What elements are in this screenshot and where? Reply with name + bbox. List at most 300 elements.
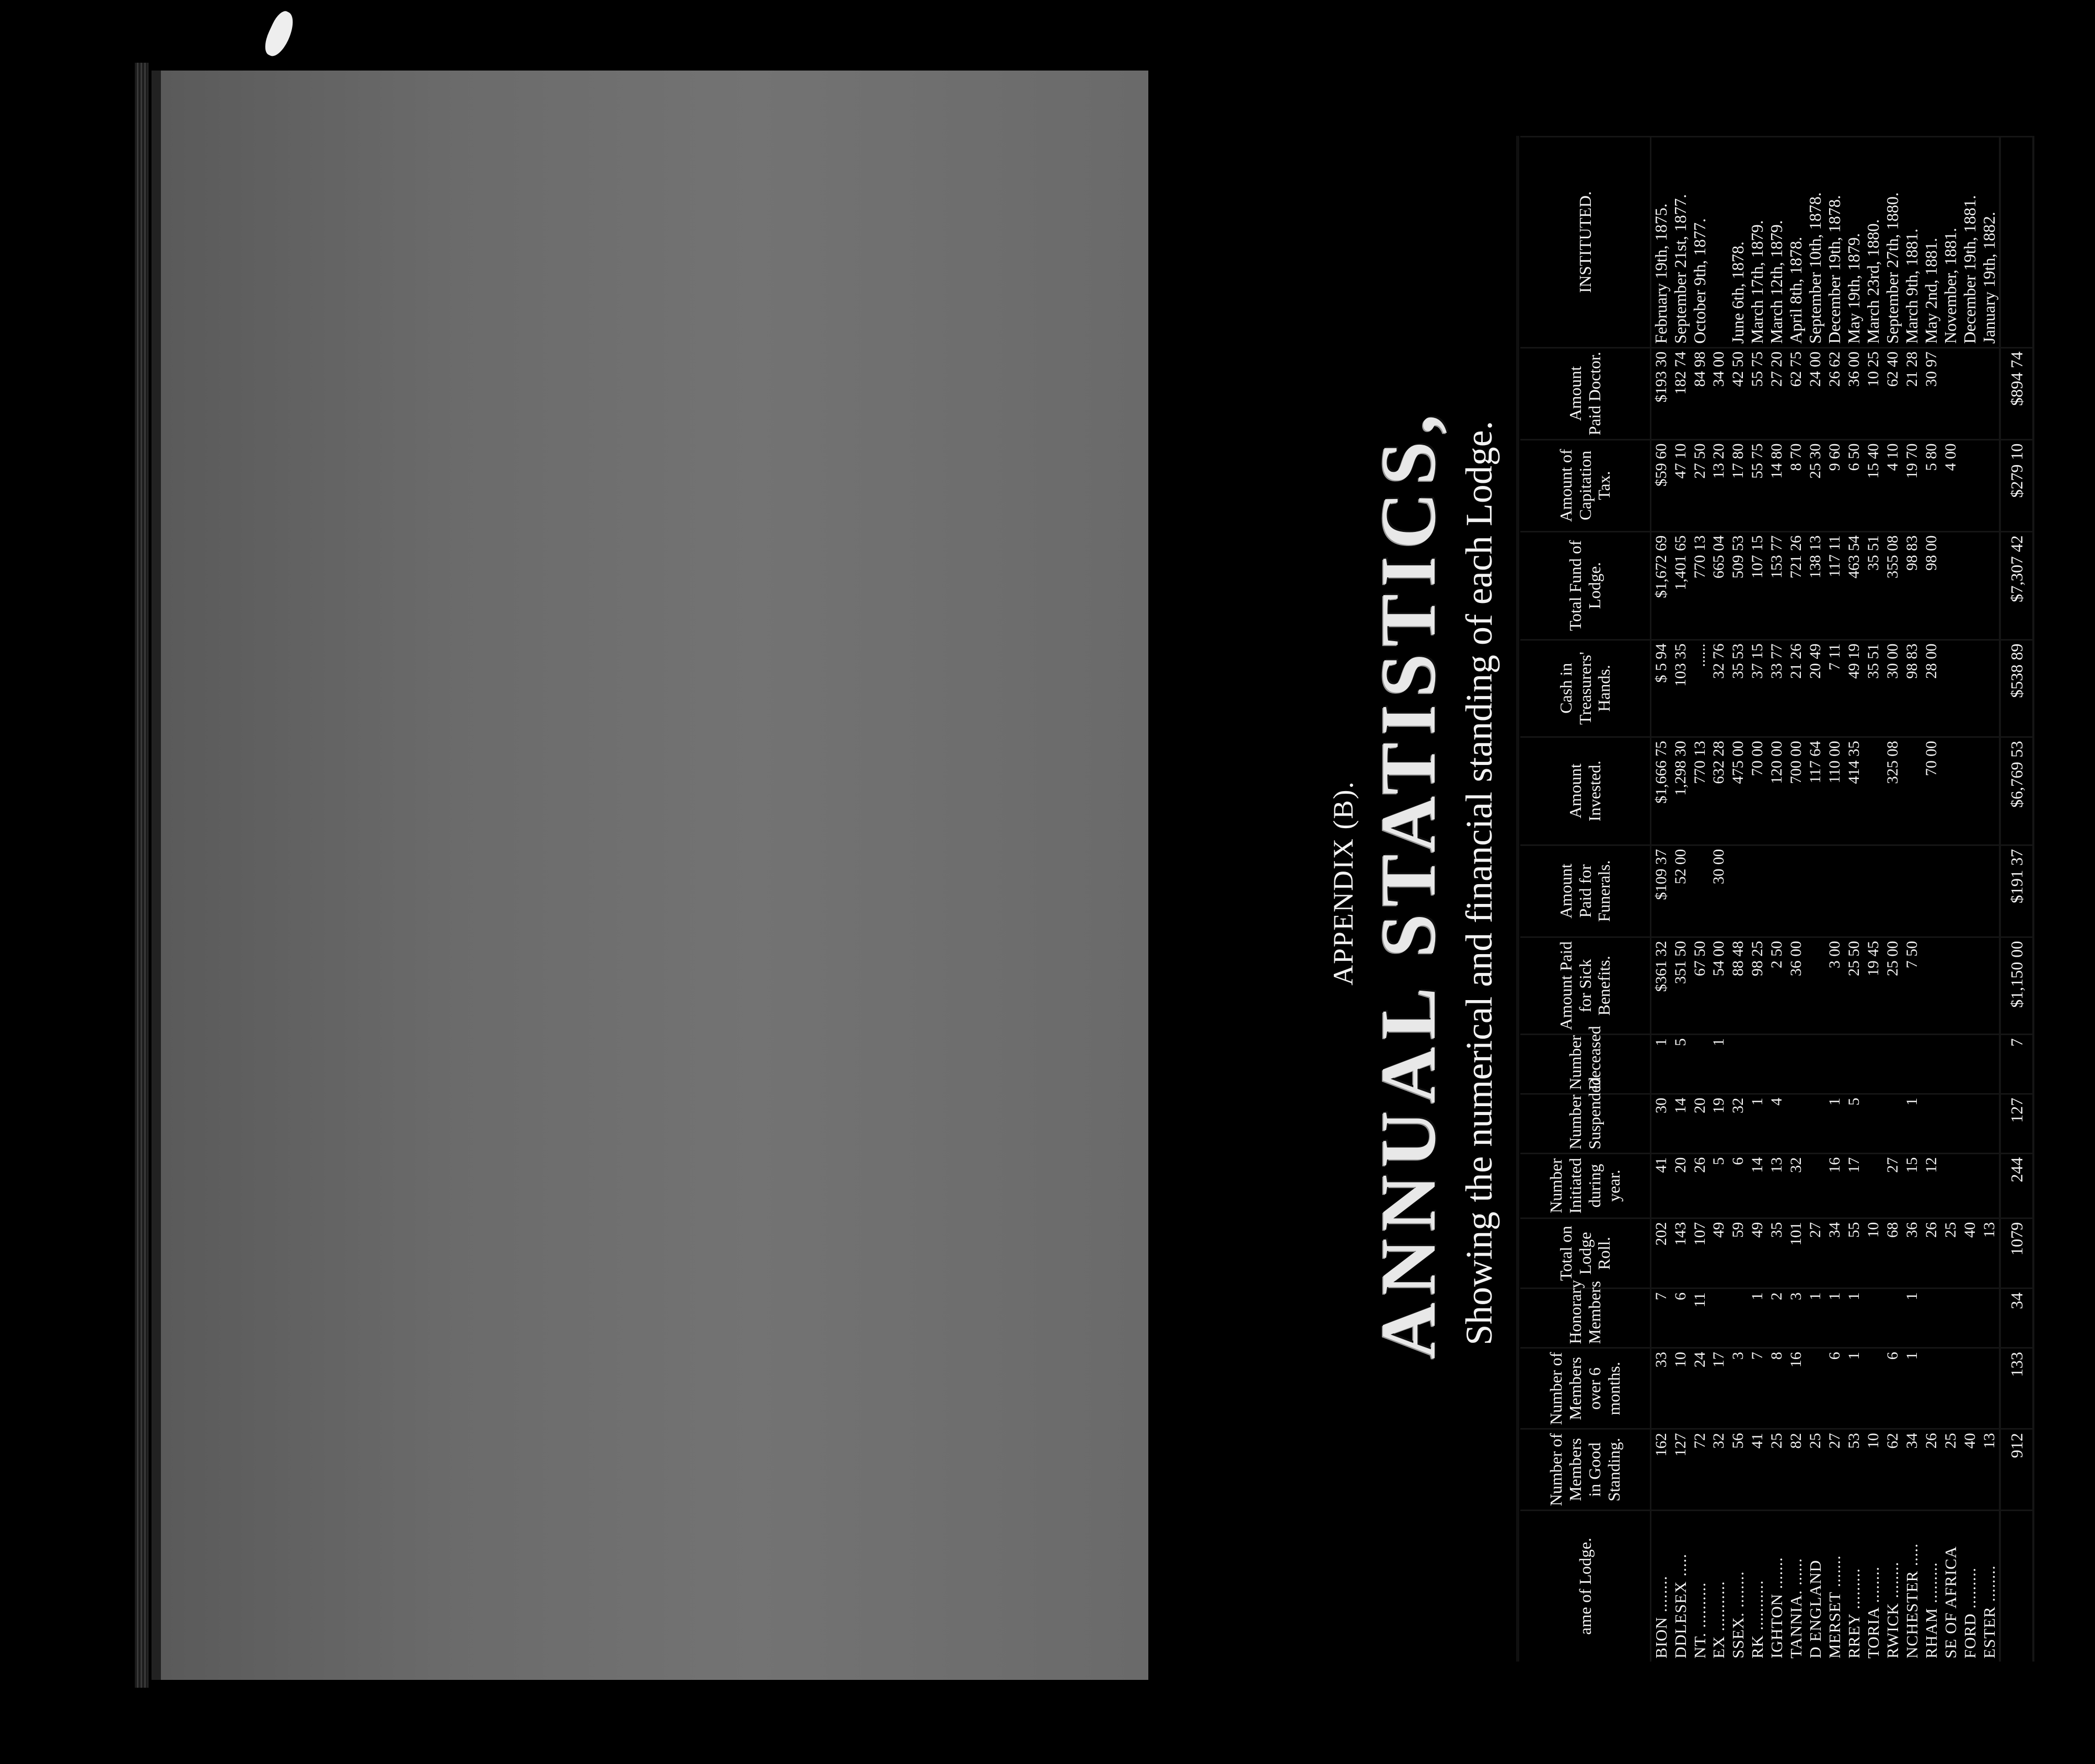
total-cell: $1,150 00 [2000, 937, 2033, 1034]
table-cell: 98 83 [1902, 531, 1922, 640]
table-cell [1806, 937, 1825, 1034]
column-header: Amount Paid for Sick Benefits. [1520, 937, 1651, 1034]
table-cell: 700 00 [1786, 737, 1806, 845]
table-cell: 138 13 [1806, 531, 1825, 640]
table-cell: 36 [1902, 1218, 1922, 1289]
lodge-name-cell: TANNIA. ...... [1786, 1510, 1806, 1662]
table-cell: 475 00 [1728, 737, 1748, 845]
table-cell: 47 10 [1671, 439, 1690, 531]
table-cell [1786, 1094, 1806, 1153]
table-row [1728, 137, 1748, 1662]
table-cell: 49 [1748, 1218, 1767, 1289]
table-row [1767, 137, 1786, 1662]
table-row [1806, 137, 1825, 1662]
table-cell: 30 00 [1883, 640, 1902, 737]
table-cell: 16 [1786, 1348, 1806, 1429]
table-row [1671, 137, 1690, 1662]
table-cell: 14 [1671, 1094, 1690, 1153]
lodge-name-cell: MERSET ....... [1825, 1510, 1844, 1662]
table-cell: 20 49 [1806, 640, 1825, 737]
table-row [1651, 137, 1671, 1662]
table-cell [1980, 1348, 2000, 1429]
table-cell [1941, 1348, 1960, 1429]
table-cell: 1 [1844, 1348, 1864, 1429]
table-row [1690, 137, 1709, 1662]
table-cell [1960, 845, 1980, 937]
table-cell: 68 [1883, 1218, 1902, 1289]
totals-row [2000, 137, 2033, 1662]
table-cell: 25 [1941, 1429, 1960, 1510]
table-cell: 53 [1844, 1429, 1864, 1510]
table-cell: 1,401 65 [1671, 531, 1690, 640]
table-cell: 62 75 [1786, 347, 1806, 439]
column-header: Amount Paid for Funerals. [1520, 845, 1651, 937]
table-cell: 355 08 [1883, 531, 1902, 640]
column-header: Cash in Treasurers' Hands. [1520, 640, 1651, 737]
instituted-cell: March 17th, 1879. [1748, 137, 1767, 348]
table-cell: 5 80 [1922, 439, 1941, 531]
table-cell [1806, 1094, 1825, 1153]
table-cell [1980, 640, 2000, 737]
table-cell [1844, 1035, 1864, 1094]
total-cell: $894 74 [2000, 347, 2033, 439]
table-cell: 10 [1864, 1218, 1883, 1289]
table-row [1941, 137, 1960, 1662]
table-cell: 1 [1825, 1094, 1844, 1153]
table-cell [1728, 1289, 1748, 1348]
table-cell: 1 [1748, 1094, 1767, 1153]
instituted-cell: March 12th, 1879. [1767, 137, 1786, 348]
table-row [1844, 137, 1864, 1662]
table-cell: 32 76 [1709, 640, 1728, 737]
table-cell: 107 15 [1748, 531, 1767, 640]
table-cell: 36 00 [1844, 347, 1864, 439]
table-cell: 127 [1671, 1429, 1690, 1510]
total-cell [2000, 1510, 2033, 1662]
column-header: Number of Members in Good Standing. [1520, 1429, 1651, 1510]
table-cell: 110 00 [1825, 737, 1844, 845]
table-cell: 3 00 [1825, 937, 1844, 1034]
table-cell: 24 [1690, 1348, 1709, 1429]
table-cell: 6 50 [1844, 439, 1864, 531]
table-cell: 15 [1902, 1153, 1922, 1218]
instituted-cell: December 19th, 1878. [1825, 137, 1844, 348]
column-header: INSTITUTED. [1520, 137, 1651, 348]
table-cell: 25 [1941, 1218, 1960, 1289]
table-cell [1960, 439, 1980, 531]
table-cell: 463 54 [1844, 531, 1864, 640]
table-cell [1922, 937, 1941, 1034]
table-cell: 12 [1922, 1153, 1941, 1218]
table-cell [1864, 737, 1883, 845]
table-cell: 25 00 [1883, 937, 1902, 1034]
table-cell: $193 30 [1651, 347, 1671, 439]
table-cell: 721 26 [1786, 531, 1806, 640]
column-header: Amount of Capitation Tax. [1520, 439, 1651, 531]
table-cell: 1 [1806, 1289, 1825, 1348]
table-cell [1980, 737, 2000, 845]
table-cell: 7 11 [1825, 640, 1844, 737]
table-cell: 82 [1786, 1429, 1806, 1510]
instituted-cell: February 19th, 1875. [1651, 137, 1671, 348]
table-cell: 55 75 [1748, 439, 1767, 531]
table-cell: 10 [1864, 1429, 1883, 1510]
table-cell: 5 [1671, 1035, 1690, 1094]
table-cell: 117 64 [1806, 737, 1825, 845]
table-cell: 10 [1671, 1348, 1690, 1429]
table-cell [1825, 845, 1844, 937]
table-cell [1922, 1289, 1941, 1348]
table-cell: 26 [1922, 1218, 1941, 1289]
table-cell [1980, 1094, 2000, 1153]
table-cell: 414 35 [1844, 737, 1864, 845]
rotated-content [1123, 84, 2095, 1682]
table-cell: 13 [1980, 1218, 2000, 1289]
instituted-cell: December 19th, 1881. [1960, 137, 1980, 348]
instituted-cell: September 21st, 1877. [1671, 137, 1690, 348]
table-row [1980, 137, 2000, 1662]
lodge-name-cell: NCHESTER ..... [1902, 1510, 1922, 1662]
total-cell: 912 [2000, 1429, 2033, 1510]
total-cell: 7 [2000, 1035, 2033, 1094]
table-cell: 21 26 [1786, 640, 1806, 737]
instituted-cell: September 27th, 1880. [1883, 137, 1902, 348]
column-header: Honorary Members [1520, 1289, 1651, 1348]
table-cell: 17 [1844, 1153, 1864, 1218]
table-cell: 25 [1767, 1429, 1786, 1510]
table-cell: 25 50 [1844, 937, 1864, 1034]
table-cell [1786, 1035, 1806, 1094]
table-cell [1980, 1153, 2000, 1218]
table-cell: 98 00 [1922, 531, 1941, 640]
table-cell [1941, 737, 1960, 845]
lodge-name-cell: RREY ......... [1844, 1510, 1864, 1662]
total-cell [2000, 137, 2033, 348]
table-cell: 27 [1883, 1153, 1902, 1218]
table-cell [1883, 1035, 1902, 1094]
table-cell [1960, 737, 1980, 845]
instituted-cell: January 19th, 1882. [1980, 137, 2000, 348]
table-cell [1709, 1289, 1728, 1348]
table-cell: 770 13 [1690, 531, 1709, 640]
table-cell [1690, 845, 1709, 937]
table-cell [1806, 1348, 1825, 1429]
table-cell: 13 [1980, 1429, 2000, 1510]
table-cell [1864, 1153, 1883, 1218]
document-page [152, 71, 1148, 1680]
table-cell [1960, 1348, 1980, 1429]
lodge-name-cell: SE OF AFRICA [1941, 1510, 1960, 1662]
table-cell: 52 00 [1671, 845, 1690, 937]
table-cell: 1 [1844, 1289, 1864, 1348]
instituted-cell [1709, 137, 1728, 348]
table-cell [1922, 1035, 1941, 1094]
table-cell: 351 50 [1671, 937, 1690, 1034]
table-cell: 35 [1767, 1218, 1786, 1289]
table-cell [1883, 845, 1902, 937]
top-rule [1516, 136, 1519, 1662]
table-cell [1941, 1153, 1960, 1218]
instituted-cell: September 10th, 1878. [1806, 137, 1825, 348]
table-cell: 6 [1728, 1153, 1748, 1218]
table-cell [1941, 1289, 1960, 1348]
table-cell: 509 53 [1728, 531, 1748, 640]
table-cell: 88 48 [1728, 937, 1748, 1034]
table-cell: 6 [1883, 1348, 1902, 1429]
table-cell: 28 00 [1922, 640, 1941, 737]
table-cell [1864, 1348, 1883, 1429]
table-cell: $1,672 69 [1651, 531, 1671, 640]
instituted-cell: March 9th, 1881. [1902, 137, 1922, 348]
table-cell: $59 60 [1651, 439, 1671, 531]
table-cell [1825, 1035, 1844, 1094]
table-cell: 26 [1922, 1429, 1941, 1510]
table-cell: 1 [1902, 1289, 1922, 1348]
total-cell: $279 10 [2000, 439, 2033, 531]
table-header-row [1520, 137, 1651, 1662]
instituted-cell: November, 1881. [1941, 137, 1960, 348]
table-cell [1806, 845, 1825, 937]
table-cell [1864, 1094, 1883, 1153]
table-cell: 3 [1786, 1289, 1806, 1348]
table-cell: 55 75 [1748, 347, 1767, 439]
table-cell: 162 [1651, 1429, 1671, 1510]
table-cell [1864, 845, 1883, 937]
table-cell [1786, 845, 1806, 937]
table-cell: $361 32 [1651, 937, 1671, 1034]
table-cell [1980, 1289, 2000, 1348]
table-row [1709, 137, 1728, 1662]
table-cell: 54 00 [1709, 937, 1728, 1034]
table-cell [1767, 845, 1786, 937]
table-cell: 30 97 [1922, 347, 1941, 439]
lodge-name-cell: RWICK ........ [1883, 1510, 1902, 1662]
table-cell: 42 50 [1728, 347, 1748, 439]
table-cell: 11 [1690, 1289, 1709, 1348]
table-cell: 35 51 [1864, 640, 1883, 737]
lodge-name-cell: TORIA ........ [1864, 1510, 1883, 1662]
table-cell: 2 50 [1767, 937, 1786, 1034]
table-cell: 41 [1748, 1429, 1767, 1510]
table-cell [1844, 845, 1864, 937]
table-cell [1922, 1348, 1941, 1429]
table-cell: 202 [1651, 1218, 1671, 1289]
statistics-table [1520, 136, 2034, 1662]
total-cell: 34 [2000, 1289, 2033, 1348]
table-cell [1960, 640, 1980, 737]
table-cell: 8 [1767, 1348, 1786, 1429]
table-cell [1922, 1094, 1941, 1153]
instituted-cell: March 23rd, 1880. [1864, 137, 1883, 348]
table-cell: 62 [1883, 1429, 1902, 1510]
table-cell: 19 70 [1902, 439, 1922, 531]
table-cell: 25 30 [1806, 439, 1825, 531]
table-cell: 2 [1767, 1289, 1786, 1348]
table-cell: 5 [1844, 1094, 1864, 1153]
table-cell: 33 77 [1767, 640, 1786, 737]
table-cell: 70 00 [1748, 737, 1767, 845]
table-cell: 70 00 [1922, 737, 1941, 845]
table-cell: 6 [1825, 1348, 1844, 1429]
lodge-name-cell: RK ........... [1748, 1510, 1767, 1662]
table-cell: 10 25 [1864, 347, 1883, 439]
table-body [1651, 137, 2034, 1662]
table-cell: 120 00 [1767, 737, 1786, 845]
table-cell [1980, 531, 2000, 640]
column-header: ame of Lodge. [1520, 1510, 1651, 1662]
table-cell: 32 [1709, 1429, 1728, 1510]
total-cell: 133 [2000, 1348, 2033, 1429]
table-cell: 17 80 [1728, 439, 1748, 531]
lodge-name-cell: SSEX. ........ [1728, 1510, 1748, 1662]
table-cell [1728, 1035, 1748, 1094]
lodge-name-cell: NT. .......... [1690, 1510, 1709, 1662]
table-cell [1922, 845, 1941, 937]
table-cell: 35 53 [1728, 640, 1748, 737]
table-cell: 24 00 [1806, 347, 1825, 439]
table-cell [1728, 845, 1748, 937]
table-row [1883, 137, 1902, 1662]
lodge-name-cell: FORD ......... [1960, 1510, 1980, 1662]
table-cell: 14 80 [1767, 439, 1786, 531]
table-cell: 101 [1786, 1218, 1806, 1289]
lodge-name-cell: BION ........ [1651, 1510, 1671, 1662]
table-cell [1748, 845, 1767, 937]
column-header: Total on Lodge Roll. [1520, 1218, 1651, 1289]
table-cell: 30 00 [1709, 845, 1728, 937]
table-cell: 13 [1767, 1153, 1786, 1218]
table-cell: 19 45 [1864, 937, 1883, 1034]
table-cell: 59 [1728, 1218, 1748, 1289]
table-cell: 7 [1748, 1348, 1767, 1429]
table-cell [1960, 1289, 1980, 1348]
table-cell: 143 [1671, 1218, 1690, 1289]
table-cell: 4 00 [1941, 439, 1960, 531]
table-cell: 32 [1728, 1094, 1748, 1153]
column-header: Amount Paid Doctor. [1520, 347, 1651, 439]
table-cell [1883, 1289, 1902, 1348]
table-cell [1960, 531, 1980, 640]
table-cell: 21 28 [1902, 347, 1922, 439]
table-cell: 62 40 [1883, 347, 1902, 439]
total-cell: $191 37 [2000, 845, 2033, 937]
table-cell: 67 50 [1690, 937, 1709, 1034]
table-cell: 117 11 [1825, 531, 1844, 640]
table-cell [1980, 439, 2000, 531]
table-cell: 56 [1728, 1429, 1748, 1510]
table-cell: 4 10 [1883, 439, 1902, 531]
table-cell: $ 5 94 [1651, 640, 1671, 737]
table-cell: 325 08 [1883, 737, 1902, 845]
table-cell [1980, 937, 2000, 1034]
table-cell [1980, 1035, 2000, 1094]
table-cell [1960, 1153, 1980, 1218]
total-cell: $538 89 [2000, 640, 2033, 737]
table-cell: 26 62 [1825, 347, 1844, 439]
table-cell: 6 [1671, 1289, 1690, 1348]
table-cell: 27 50 [1690, 439, 1709, 531]
lodge-name-cell: EX ........... [1709, 1510, 1728, 1662]
table-cell: 27 20 [1767, 347, 1786, 439]
table-cell [1806, 1035, 1825, 1094]
total-cell: $7,307 42 [2000, 531, 2033, 640]
lodge-name-cell: DDLESEX ..... [1671, 1510, 1690, 1662]
table-cell [1960, 347, 1980, 439]
table-cell: 33 [1651, 1348, 1671, 1429]
instituted-cell: May 2nd, 1881. [1922, 137, 1941, 348]
table-cell [1980, 347, 2000, 439]
table-cell [1883, 1094, 1902, 1153]
table-cell: 49 [1709, 1218, 1728, 1289]
table-cell: 72 [1690, 1429, 1709, 1510]
table-cell [1864, 1035, 1883, 1094]
table-cell: 98 25 [1748, 937, 1767, 1034]
total-cell: $6,769 53 [2000, 737, 2033, 845]
table-row [1960, 137, 1980, 1662]
total-cell: 244 [2000, 1153, 2033, 1218]
table-cell: 7 [1651, 1289, 1671, 1348]
table-cell: 34 [1825, 1218, 1844, 1289]
table-cell: 15 40 [1864, 439, 1883, 531]
instituted-cell: October 9th, 1877. [1690, 137, 1709, 348]
column-header: Number of Members over 6 months. [1520, 1348, 1651, 1429]
lodge-name-cell: IGHTON ....... [1767, 1510, 1786, 1662]
table-cell [1806, 1153, 1825, 1218]
table-cell: 55 [1844, 1218, 1864, 1289]
table-cell: 665 04 [1709, 531, 1728, 640]
table-cell: 37 15 [1748, 640, 1767, 737]
table-cell [1941, 640, 1960, 737]
table-row [1864, 137, 1883, 1662]
table-cell: 153 77 [1767, 531, 1786, 640]
table-row [1922, 137, 1941, 1662]
table-cell: 1,298 30 [1671, 737, 1690, 845]
table-cell [1864, 1289, 1883, 1348]
table-cell: ...... [1690, 640, 1709, 737]
table-cell: 20 [1671, 1153, 1690, 1218]
table-row [1825, 137, 1844, 1662]
table-row [1748, 137, 1767, 1662]
table-cell [1941, 937, 1960, 1034]
table-cell [1902, 845, 1922, 937]
table-cell [1767, 1035, 1786, 1094]
lodge-name-cell: RHAM ......... [1922, 1510, 1941, 1662]
table-cell: 103 35 [1671, 640, 1690, 737]
table-cell: 8 70 [1786, 439, 1806, 531]
table-cell: 36 00 [1786, 937, 1806, 1034]
table-cell: 84 98 [1690, 347, 1709, 439]
total-cell: 127 [2000, 1094, 2033, 1153]
lodge-name-cell: D ENGLAND [1806, 1510, 1825, 1662]
table-cell: 17 [1709, 1348, 1728, 1429]
table-cell: $109 37 [1651, 845, 1671, 937]
table-cell [1902, 1035, 1922, 1094]
table-cell: 182 74 [1671, 347, 1690, 439]
table-cell [1941, 347, 1960, 439]
table-row [1786, 137, 1806, 1662]
appendix-label: APPENDIX (B). [1328, 781, 1359, 986]
table-cell: 26 [1690, 1153, 1709, 1218]
lodge-name-cell: ESTER ........ [1980, 1510, 2000, 1662]
table-cell: 30 [1651, 1094, 1671, 1153]
book-page-edges [135, 63, 148, 1688]
table-cell: 1 [1902, 1348, 1922, 1429]
table-cell: 3 [1728, 1348, 1748, 1429]
table-cell: 34 [1902, 1429, 1922, 1510]
table-cell: 98 83 [1902, 640, 1922, 737]
table-cell: 32 [1786, 1153, 1806, 1218]
table-cell: 1 [1748, 1289, 1767, 1348]
